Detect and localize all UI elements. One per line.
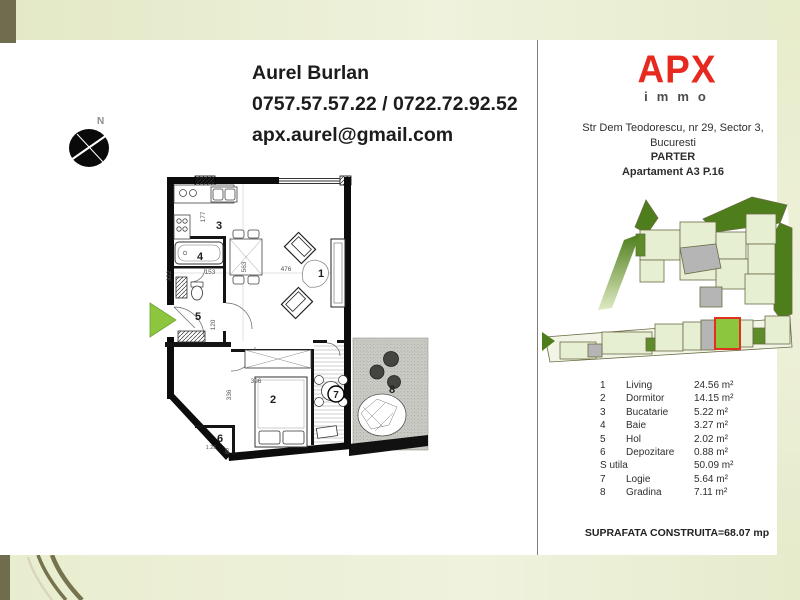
address-city: Bucuresti [650, 136, 696, 149]
top-left-corner-block [0, 0, 16, 43]
north-compass-icon [64, 108, 118, 172]
section-divider-line [537, 40, 538, 555]
top-band [0, 0, 800, 40]
svg-text:336: 336 [226, 389, 233, 401]
room-row: 3 Bucatarie 5.22 m² [600, 406, 728, 418]
address-apartment: Apartament A3 P.16 [621, 165, 725, 178]
room-row: 7 Logie 5.64 m² [600, 473, 728, 485]
agent-email: apx.aurel@gmail.com [252, 124, 454, 146]
room-row: 1 Living 24.56 m² [600, 380, 734, 391]
svg-text:7: 7 [333, 390, 339, 401]
compass-north-label: N [97, 116, 105, 127]
svg-text:6: 6 [216, 433, 224, 445]
bottom-stripes-decoration [0, 555, 120, 600]
svg-text:177: 177 [200, 211, 207, 223]
agent-phones: 0757.57.57.22 / 0722.72.92.52 [252, 93, 518, 115]
address-floor: PARTER [650, 151, 696, 163]
window-top [279, 179, 340, 184]
svg-text:5: 5 [194, 311, 202, 323]
svg-text:476: 476 [280, 266, 292, 273]
room-row: S utila 50.09 m² [600, 460, 734, 472]
contact-block [252, 58, 518, 151]
loggia-furniture [315, 376, 348, 439]
total-built-area: SUPRAFATA CONSTRUITA=68.07 mp [584, 527, 770, 539]
svg-text:153: 153 [204, 269, 216, 276]
living-furniture [281, 232, 345, 318]
svg-text:120: 120 [210, 319, 217, 331]
apx-logo-sub: immo [644, 89, 715, 104]
svg-text:4: 4 [196, 251, 204, 263]
svg-text:1.25: 1.25 [205, 445, 217, 451]
agent-name: Aurel Burlan [252, 62, 370, 84]
dining-table [230, 230, 262, 284]
garden-area [349, 338, 428, 456]
bedroom-furniture [245, 350, 311, 447]
room-table [600, 379, 776, 500]
svg-text:80: 80 [225, 447, 231, 455]
room-row: 5 Hol 2.02 m² [600, 433, 728, 445]
floor-plan [145, 163, 445, 483]
entrance-arrow-icon [150, 303, 176, 337]
svg-text:3: 3 [215, 220, 223, 232]
room-row: 8 Gradina 7.11 m² [600, 487, 728, 499]
room-row: 6 Depozitare 0.88 m² [600, 447, 728, 459]
site-plan [540, 192, 798, 375]
highlighted-apartment-unit [715, 318, 740, 349]
svg-text:1: 1 [317, 268, 325, 280]
svg-text:563: 563 [241, 261, 248, 273]
address-block [552, 121, 794, 179]
svg-text:396: 396 [250, 378, 262, 385]
svg-text:8: 8 [388, 384, 396, 396]
room-row: 2 Dormitor 14.15 m² [600, 393, 734, 405]
bottom-band [0, 555, 800, 600]
address-street: Str Dem Teodorescu, nr 29, Sector 3, [582, 122, 764, 134]
svg-text:2: 2 [269, 394, 277, 406]
logo-block [557, 47, 797, 104]
svg-text:322: 322 [166, 270, 173, 282]
apx-logo: APX [637, 47, 717, 91]
room-row: 4 Baie 3.27 m² [600, 420, 728, 432]
